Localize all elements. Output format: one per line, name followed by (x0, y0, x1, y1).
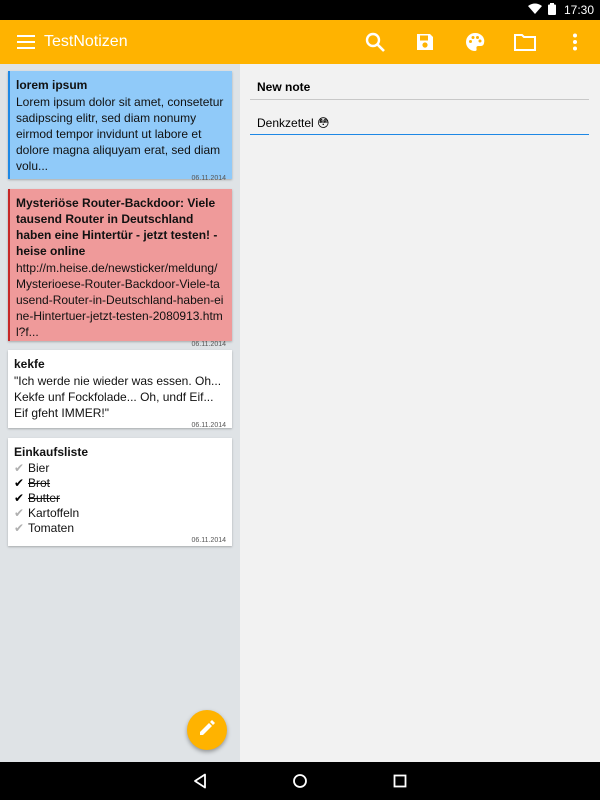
home-icon[interactable] (250, 762, 350, 800)
battery-icon (548, 3, 556, 18)
checklist-item (14, 506, 226, 521)
new-note-button[interactable] (187, 710, 227, 750)
note-card[interactable] (8, 71, 232, 182)
checklist-item-label: Tomaten (28, 521, 75, 535)
status-bar (0, 0, 600, 20)
save-icon[interactable] (400, 20, 450, 64)
checklist-item (14, 491, 226, 506)
checklist-item (14, 461, 226, 476)
menu-icon[interactable] (14, 30, 38, 54)
note-date: 06.11.2014 (191, 341, 226, 348)
palette-icon[interactable] (450, 20, 500, 64)
checkmark-icon: ✔ (14, 476, 25, 490)
note-title: Mysteriöse Router-Backdoor: Viele tausend Router in Deutschland haben eine Hintertür - jetzt testen! - heise online (16, 196, 218, 258)
note-preview: "Ich werde nie wieder was essen. Oh... Kekfe unf Fockfolade... Oh, undf Eif... Eif gfeht IMMER!" (14, 374, 222, 420)
note-date: 06.11.2014 (191, 537, 226, 544)
checkmark-icon: ✔ (14, 506, 25, 520)
note-body-field[interactable]: Denkzettel 😳 (250, 111, 589, 135)
notes-list (0, 64, 240, 762)
checklist (14, 461, 226, 536)
checklist-item-label: Brot (28, 476, 51, 490)
folder-icon[interactable] (500, 20, 550, 64)
note-title: kekfe (14, 357, 45, 371)
checklist-item (14, 521, 226, 536)
note-card[interactable] (8, 189, 232, 348)
checklist-item-label: Butter (28, 491, 61, 505)
recents-icon[interactable] (350, 762, 450, 800)
note-preview: http://m.heise.de/newsticker/meldung/Mysterioese-Router-Backdoor-Viele-tausend-Router-in-Deutschland-haben-eine-Hintertuer-jetzt-testen-2080913.html?f... (16, 261, 224, 339)
note-title: lorem ipsum (16, 78, 88, 92)
back-icon[interactable] (150, 762, 250, 800)
app-bar (0, 20, 600, 64)
checklist-item (14, 476, 226, 491)
checkmark-icon: ✔ (14, 491, 25, 505)
wifi-icon (528, 3, 542, 17)
pencil-icon (199, 720, 215, 741)
app-title: TestNotizen (44, 33, 128, 50)
note-card[interactable] (8, 350, 232, 428)
status-time: 17:30 (563, 3, 594, 17)
note-preview: Lorem ipsum dolor sit amet, consetetur sadipscing elitr, sed diam nonumy eirmod tempor invidunt ut labore et dolore magna aliquyam erat, sed diam volu... (16, 95, 224, 173)
checklist-item-label: Bier (28, 461, 50, 475)
checkmark-icon: ✔ (14, 461, 25, 475)
search-icon[interactable] (350, 20, 400, 64)
note-card[interactable] (8, 438, 232, 546)
note-date: 06.11.2014 (191, 175, 226, 182)
more-vert-icon[interactable] (550, 20, 600, 64)
checkmark-icon: ✔ (14, 521, 25, 535)
checklist-item-label: Kartoffeln (28, 506, 80, 520)
note-title-field[interactable]: New note (250, 74, 589, 100)
navigation-bar (0, 762, 600, 800)
note-date: 06.11.2014 (191, 422, 226, 429)
note-title: Einkaufsliste (14, 445, 89, 459)
note-editor (240, 64, 600, 762)
